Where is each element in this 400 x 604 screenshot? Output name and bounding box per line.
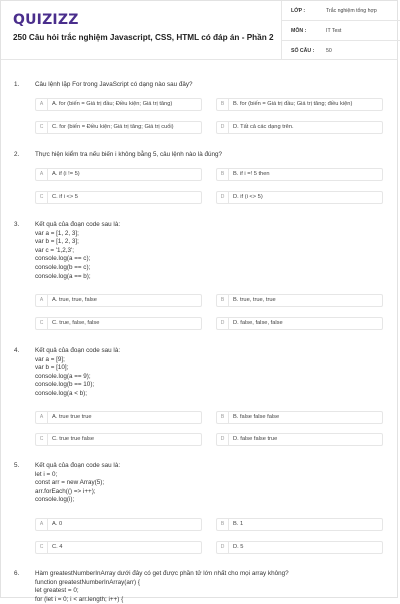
question-text: Câu lệnh lặp For trong JavaScript có dạng nào sau đây? [35, 81, 193, 88]
option-b[interactable] [216, 168, 383, 181]
question-text: Kết quả của đoạn code sau là: var a = [1, 2, 3]; var b = [1, 2, 3]; var c = '1,2,3'; console.log(a == c); console.log(b == c); console.log(a == b); [35, 221, 121, 280]
option-a[interactable] [35, 98, 202, 111]
option-text: B. 1 [233, 521, 244, 527]
meta-value: Trắc nghiệm tổng hợp [326, 8, 377, 14]
option-a[interactable] [35, 294, 202, 307]
option-letter: D [217, 192, 229, 203]
option-letter: D [217, 434, 229, 445]
option-text: C. true true false [52, 436, 95, 442]
option-text: A. if (i != 5) [52, 171, 80, 177]
option-text: D. if (i <> 5) [233, 194, 263, 200]
meta-value: IT Test [326, 28, 342, 34]
option-d[interactable] [216, 433, 383, 446]
option-letter: C [36, 542, 48, 553]
option-a[interactable] [35, 518, 202, 531]
option-letter: B [217, 412, 229, 423]
option-text: D. false, false, false [233, 320, 283, 326]
option-letter: A [36, 412, 48, 423]
option-letter: B [217, 519, 229, 530]
option-letter: C [36, 318, 48, 329]
question-text: Hàm greatestNumberInArray dưới đây có get được phần tử lớn nhất cho mọi array không? function greatestNumberInArray(arr) { let greatest = 0; for (let i = 0; i < arr.length; i++) { [35, 570, 289, 603]
meta-label: LỚP : [291, 8, 306, 14]
option-letter: D [217, 318, 229, 329]
option-text: B. false false false [233, 414, 280, 420]
option-text: B. true, true, true [233, 297, 276, 303]
option-text: D. Tất cả các dạng trên. [233, 124, 294, 130]
option-letter: B [217, 295, 229, 306]
option-letter: D [217, 122, 229, 133]
option-c[interactable] [35, 317, 202, 330]
option-letter: A [36, 295, 48, 306]
option-text: B. if i =! 5 then [233, 171, 270, 177]
option-text: C. if i <> 5 [52, 194, 78, 200]
option-text: A. true true true [52, 414, 92, 420]
option-d[interactable] [216, 317, 383, 330]
question-text: Kết quả của đoạn code sau là: var a = [9]; var b = [10]; console.log(a == 9); console.log(b == 10); console.log(a < b); [35, 347, 121, 397]
worksheet-title: 250 Câu hỏi trắc nghiệm Javascript, CSS, HTML có đáp án - Phần 2 [13, 33, 274, 42]
option-letter: A [36, 519, 48, 530]
option-d[interactable] [216, 121, 383, 134]
option-b[interactable] [216, 411, 383, 424]
quizizz-logo: QUIZIZZ [13, 12, 79, 28]
question-number: 4. [14, 347, 20, 354]
question-number: 1. [14, 81, 20, 88]
question-text: Thực hiện kiểm tra nếu biến i không bằng 5, câu lệnh nào là đúng? [35, 151, 222, 158]
meta-row-subject [282, 21, 400, 41]
option-letter: A [36, 99, 48, 110]
question-text: Kết quả của đoạn code sau là: let i = 0; const arr = new Array(5); arr.forEach(() => i++); console.log(i); [35, 462, 121, 504]
question-number: 3. [14, 221, 20, 228]
worksheet-header [1, 1, 397, 60]
option-text: C. true, false, false [52, 320, 100, 326]
option-text: D. false false true [233, 436, 278, 442]
option-text: C. for (biến = Điều kiện; Giá trị tăng; Giá trị cuối) [52, 124, 174, 130]
option-a[interactable] [35, 411, 202, 424]
meta-label: MÔN : [291, 28, 307, 34]
option-letter: B [217, 99, 229, 110]
question-number: 5. [14, 462, 20, 469]
option-text: D. 5 [233, 544, 244, 550]
option-letter: A [36, 169, 48, 180]
option-c[interactable] [35, 541, 202, 554]
option-text: B. for (biến = Giá trị đầu; Giá trị tăng; điều kiện) [233, 101, 353, 107]
option-b[interactable] [216, 518, 383, 531]
question-number: 6. [14, 570, 20, 577]
option-text: A. true, true, false [52, 297, 97, 303]
option-letter: C [36, 434, 48, 445]
option-c[interactable] [35, 121, 202, 134]
option-d[interactable] [216, 541, 383, 554]
option-letter: C [36, 122, 48, 133]
option-text: C. 4 [52, 544, 63, 550]
meta-table [281, 1, 400, 59]
option-text: A. 0 [52, 521, 63, 527]
meta-value: 50 [326, 48, 332, 54]
option-b[interactable] [216, 294, 383, 307]
option-letter: D [217, 542, 229, 553]
question-number: 2. [14, 151, 20, 158]
option-c[interactable] [35, 191, 202, 204]
option-text: A. for (biến = Giá trị đầu; Điều kiện; Giá trị tăng) [52, 101, 173, 107]
option-d[interactable] [216, 191, 383, 204]
option-b[interactable] [216, 98, 383, 111]
option-c[interactable] [35, 433, 202, 446]
option-letter: B [217, 169, 229, 180]
meta-label: SỐ CÂU : [291, 48, 315, 54]
meta-row-count [282, 41, 400, 60]
option-letter: C [36, 192, 48, 203]
option-a[interactable] [35, 168, 202, 181]
meta-row-class [282, 1, 400, 21]
